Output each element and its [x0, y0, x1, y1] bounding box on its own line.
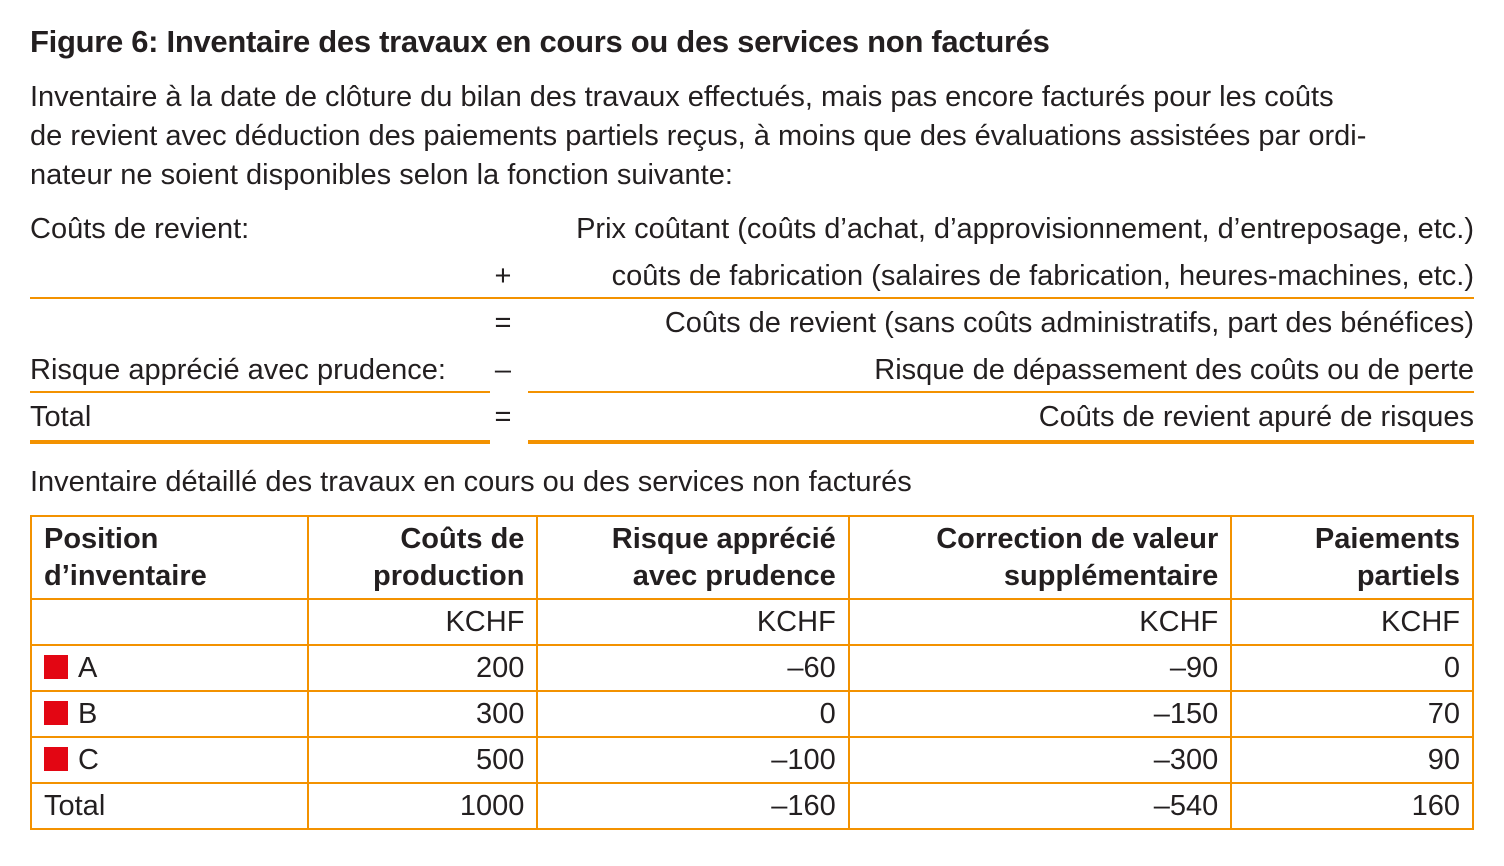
total-cell: 1000 — [308, 783, 538, 829]
table-total-row — [31, 783, 1473, 829]
header-partial-payments: Paiements partiels — [1231, 516, 1473, 599]
table-caption: Inventaire détaillé des travaux en cours ou des services non facturés — [30, 466, 912, 498]
formula-text: coûts de fabrication (salaires de fabrication, heures-machines, etc.) — [611, 260, 1474, 292]
total-label-cell: Total — [31, 783, 308, 829]
formula-row — [30, 299, 1474, 346]
formula-label: Risque apprécié avec prudence: — [30, 354, 446, 386]
value-cell: 300 — [308, 691, 538, 737]
position-cell: A — [31, 645, 308, 691]
header-value-correction: Correction de valeur supplémentaire — [849, 516, 1231, 599]
formula-label: Total — [30, 401, 92, 433]
formula-operator: = — [494, 401, 512, 433]
formula-operator: = — [494, 307, 512, 339]
position-cell: C — [31, 737, 308, 783]
formula-operator: + — [494, 260, 512, 292]
red-square-marker-icon — [44, 747, 68, 771]
header-production-costs: Coûts de production — [308, 516, 538, 599]
value-cell: 500 — [308, 737, 538, 783]
cost-formula — [30, 205, 1474, 440]
header-position: Position d’inventaire — [31, 516, 308, 599]
intro-line: Inventaire à la date de clôture du bilan des travaux effectués, mais pas encore facturés pour les coûts — [30, 81, 1334, 113]
formula-row — [30, 205, 1474, 252]
unit-cell: KCHF — [308, 599, 538, 645]
value-cell: –100 — [537, 737, 848, 783]
table-units-row — [31, 599, 1473, 645]
position-cell: B — [31, 691, 308, 737]
value-cell: 90 — [1231, 737, 1473, 783]
formula-row — [30, 252, 1474, 299]
formula-text: Coûts de revient (sans coûts administratifs, part des bénéfices) — [664, 307, 1474, 339]
inventory-table — [30, 515, 1474, 830]
value-cell: –150 — [849, 691, 1231, 737]
formula-label: Coûts de revient: — [30, 213, 250, 245]
red-square-marker-icon — [44, 655, 68, 679]
table-row — [31, 691, 1473, 737]
formula-operator: – — [494, 354, 512, 386]
value-cell: 200 — [308, 645, 538, 691]
intro-paragraph — [30, 78, 1476, 195]
header-risk: Risque apprécié avec prudence — [537, 516, 848, 599]
formula-text: Prix coûtant (coûts d’achat, d’approvisionnement, d’entreposage, etc.) — [576, 213, 1474, 245]
total-cell: –540 — [849, 783, 1231, 829]
unit-cell: KCHF — [849, 599, 1231, 645]
total-cell: –160 — [537, 783, 848, 829]
table-row — [31, 737, 1473, 783]
intro-line: de revient avec déduction des paiements partiels reçus, à moins que des évaluations assistées par ordi- — [30, 120, 1367, 152]
value-cell: 0 — [537, 691, 848, 737]
figure-title: Figure 6: Inventaire des travaux en cours ou des services non facturés — [30, 24, 1050, 59]
formula-row-total — [30, 393, 1474, 440]
formula-row — [30, 346, 1474, 393]
unit-cell: KCHF — [1231, 599, 1473, 645]
value-cell: –60 — [537, 645, 848, 691]
value-cell: 70 — [1231, 691, 1473, 737]
formula-text: Coûts de revient apuré de risques — [1038, 401, 1474, 433]
unit-cell — [31, 599, 308, 645]
value-cell: –300 — [849, 737, 1231, 783]
table-row — [31, 645, 1473, 691]
red-square-marker-icon — [44, 701, 68, 725]
intro-line: nateur ne soient disponibles selon la fonction suivante: — [30, 159, 733, 191]
formula-text: Risque de dépassement des coûts ou de perte — [874, 354, 1474, 386]
unit-cell: KCHF — [537, 599, 848, 645]
value-cell: 0 — [1231, 645, 1473, 691]
table-header-row — [31, 516, 1473, 599]
value-cell: –90 — [849, 645, 1231, 691]
total-cell: 160 — [1231, 783, 1473, 829]
